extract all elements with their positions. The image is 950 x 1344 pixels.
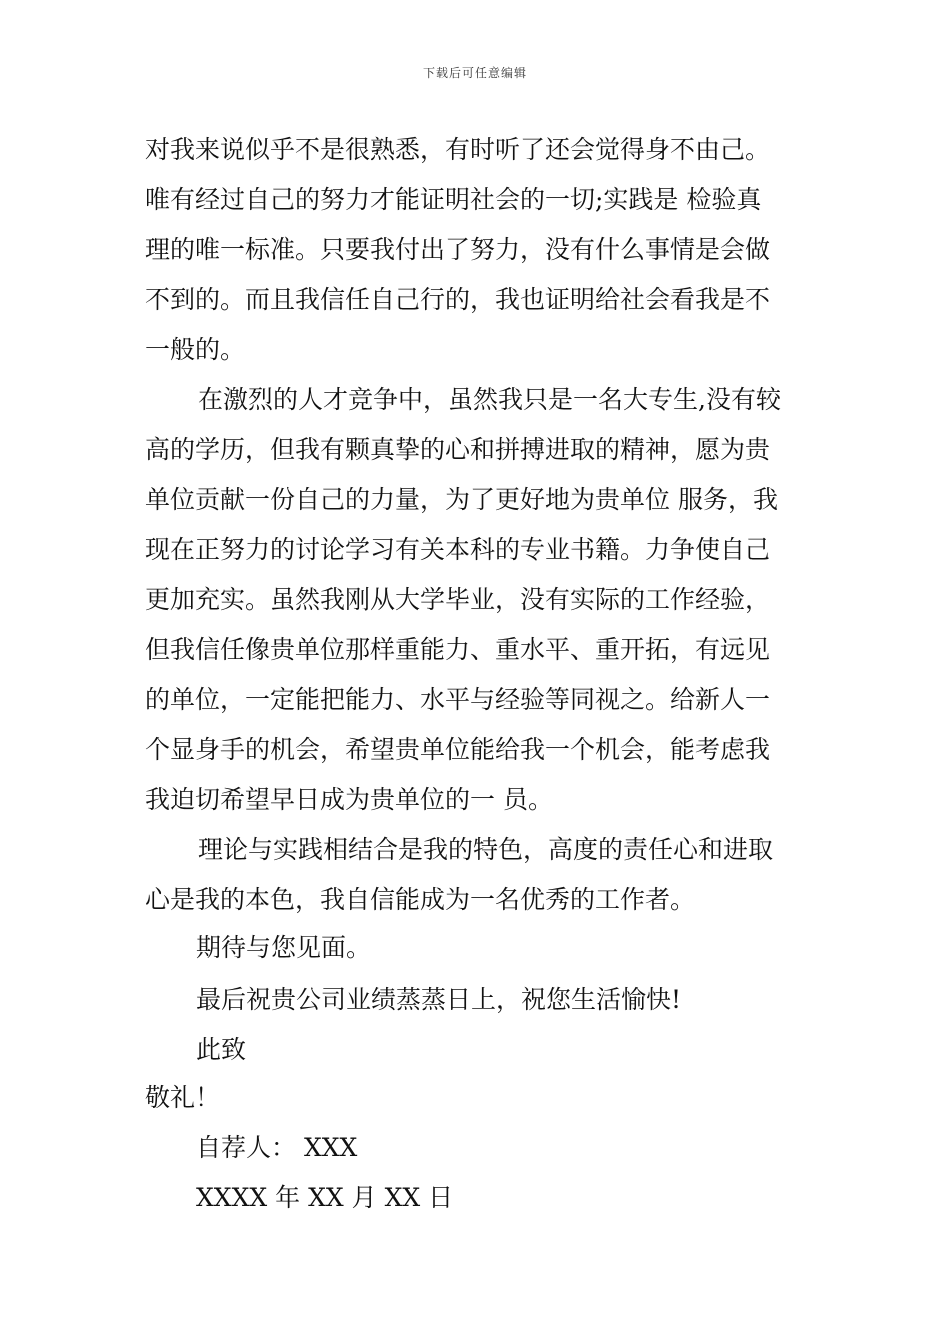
page-header: 下载后可任意编辑 [422, 66, 527, 80]
closing-line: 最后祝贵公司业绩蒸蒸日上，祝您生活愉快! [196, 985, 682, 1014]
body-line: 理论与实践相结合是我的特色，高度的责任心和进取 [198, 835, 774, 864]
closing-line: 期待与您见面。 [196, 933, 372, 962]
salutation-line: 此致 [196, 1035, 247, 1064]
body-line: 高的学历，但我有颗真挚的心和拼搏进取的精神，愿为贵 [145, 435, 771, 464]
body-line: 在激烈的人才竞争中，虽然我只是一名大专生,没有较 [198, 385, 781, 414]
body-line: 单位贡献一份自己的力量，为了更好地为贵单位 服务，我 [145, 485, 778, 514]
body-line: 现在正努力的讨论学习有关本科的专业书籍。力争使自己 [145, 535, 771, 564]
body-line: 理的唯一标准。只要我付出了努力，没有什么事情是会做 [145, 235, 771, 264]
signature-line: 自荐人： XXX [196, 1133, 358, 1162]
body-line: 的单位，一定能把能力、水平与经验等同视之。给新人一 [145, 685, 771, 714]
body-line: 唯有经过自己的努力才能证明社会的一切;实践是 检验真 [145, 185, 762, 214]
body-line: 一般的。 [145, 335, 246, 364]
body-line: 但我信任像贵单位那样重能力、重水平、重开拓，有远见 [145, 635, 771, 664]
body-line: 不到的。而且我信任自己行的，我也证明给社会看我是不 [145, 285, 771, 314]
body-line: 更加充实。虽然我刚从大学毕业，没有实际的工作经验， [145, 585, 771, 614]
body-line: 个显身手的机会，希望贵单位能给我一个机会，能考虑我 [145, 735, 771, 764]
body-line: 心是我的本色，我自信能成为一名优秀的工作者。 [145, 885, 696, 914]
body-line: 我迫切希望早日成为贵单位的一 员。 [145, 785, 553, 814]
body-line: 对我来说似乎不是很熟悉，有时听了还会觉得身不由己。 [145, 135, 771, 164]
date-line: XXXX 年 XX 月 XX 日 [196, 1183, 454, 1212]
salutation-line: 敬礼！ [145, 1083, 221, 1112]
